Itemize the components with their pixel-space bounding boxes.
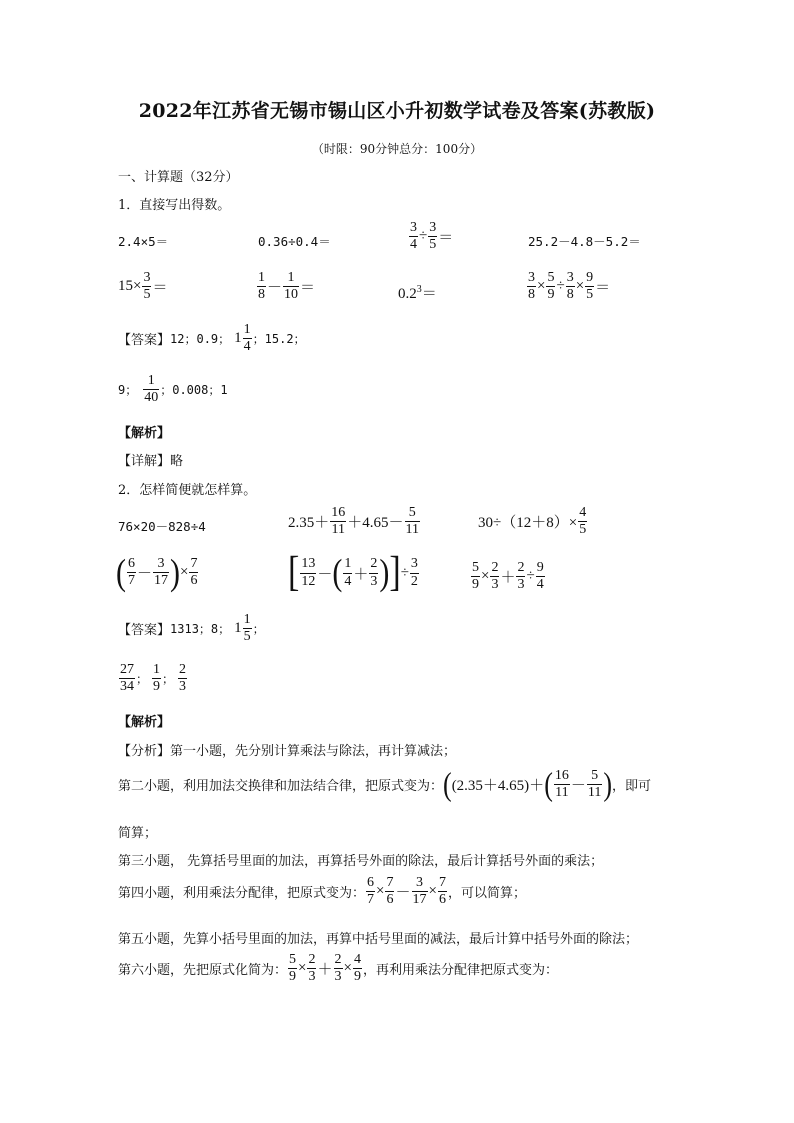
q1-detail: 【详解】略 xyxy=(118,454,184,469)
q2-problem-6: $\frac{5}{9}$ × $\frac{2}{3}$ ＋ $\frac{2}{3}$ ÷ $\frac{9}{4}$ xyxy=(472,560,544,593)
q2-problem-4: ( $\frac{6}{7}$ － $\frac{3}{17}$ ) × $\frac{7}{6}$ xyxy=(116,551,198,593)
analysis-line-2: 第二小题，利用加法交换律和加法结合律，把原式变为： ( (2.35＋4.65)＋ ( $\frac{16}{11}$ － $\frac{5}{11}$ ) ，即可 xyxy=(118,765,652,803)
q2-problem-1: 76×20－828÷4 xyxy=(118,519,206,534)
q1-problem-8: $\frac{3}{8}$ × $\frac{5}{9}$ ÷ $\frac{3}{8}$ × $\frac{9}{5}$ ＝ xyxy=(528,270,611,303)
analysis-line-5: 第四小题，利用乘法分配律，把原式变为： $\frac{6}{7}$ × $\frac{7}{6}$ － $\frac{3}{17}$ × $\frac{7}{6}$ ，可以简算； xyxy=(118,875,526,908)
q1-heading: 1．直接写出得数。 xyxy=(118,198,231,213)
q1-problem-3: $\frac{3}{4}$ ÷ $\frac{3}{5}$ ＝ xyxy=(410,220,454,253)
page-subtitle: （时限：90分钟总分：100分） xyxy=(311,142,483,156)
q1-problem-1: 2.4×5＝ xyxy=(118,234,169,249)
q2-problem-3: 30÷（12＋8）× $\frac{4}{5}$ xyxy=(478,505,587,538)
analysis-line-7: 第六小题，先把原式化简为： $\frac{5}{9}$ × $\frac{2}{3}$ ＋ $\frac{2}{3}$ × $\frac{4}{9}$ ，再利用乘法分配律把原式变为： xyxy=(118,952,558,985)
q1-problem-5: 15× $\frac{3}{5}$ ＝ xyxy=(118,270,168,303)
q1-answer: 【答案】 12；0.9； 1 $\frac{1}{4}$ ；15.2； xyxy=(118,322,306,355)
q1-problem-7: $0.2^3=$ xyxy=(398,284,437,302)
q2-answer: 【答案】 1313；8； 1 $\frac{1}{5}$ ； xyxy=(118,612,265,645)
section-heading: 一、计算题（32分） xyxy=(118,170,239,185)
q1-analysis-label: 【解析】 xyxy=(118,426,171,441)
q1-problem-4: 25.2－4.8－5.2＝ xyxy=(528,234,641,249)
q2-answer-line-2: $\frac{27}{34}$ ； $\frac{1}{9}$ ； $\frac{2}{3}$ xyxy=(120,662,187,695)
q2-problem-2: 2.35＋ $\frac{16}{11}$ ＋4.65－ $\frac{5}{11}$ xyxy=(288,505,420,538)
analysis-line-1: 【分析】第一小题，先分别计算乘法与除法，再计算减法； xyxy=(118,744,457,759)
q1-problem-2: 0.36÷0.4＝ xyxy=(258,234,331,249)
q1-answer-line-2: 9； $\frac{1}{40}$ ；0.008；1 xyxy=(118,373,228,406)
q2-heading: 2．怎样简便就怎样算。 xyxy=(118,483,257,498)
analysis-line-6: 第五小题，先算小括号里面的加法，再算中括号里面的减法，最后计算中括号外面的除法； xyxy=(118,932,639,947)
page-title: 2022年江苏省无锡市锡山区小升初数学试卷及答案(苏教版) xyxy=(138,100,656,122)
analysis-line-3: 简算； xyxy=(118,826,158,841)
analysis-line-4: 第三小题， 先算括号里面的加法，再算括号外面的除法，最后计算括号外面的乘法； xyxy=(118,854,604,869)
q2-analysis-label: 【解析】 xyxy=(118,715,171,730)
q2-problem-5: [ $\frac{13}{12}$ － ( $\frac{1}{4}$ ＋ $\frac{2}{3}$ ) ] ÷ $\frac{3}{2}$ xyxy=(288,549,418,596)
q1-problem-6: $\frac{1}{8}$ － $\frac{1}{10}$ ＝ xyxy=(258,270,316,303)
